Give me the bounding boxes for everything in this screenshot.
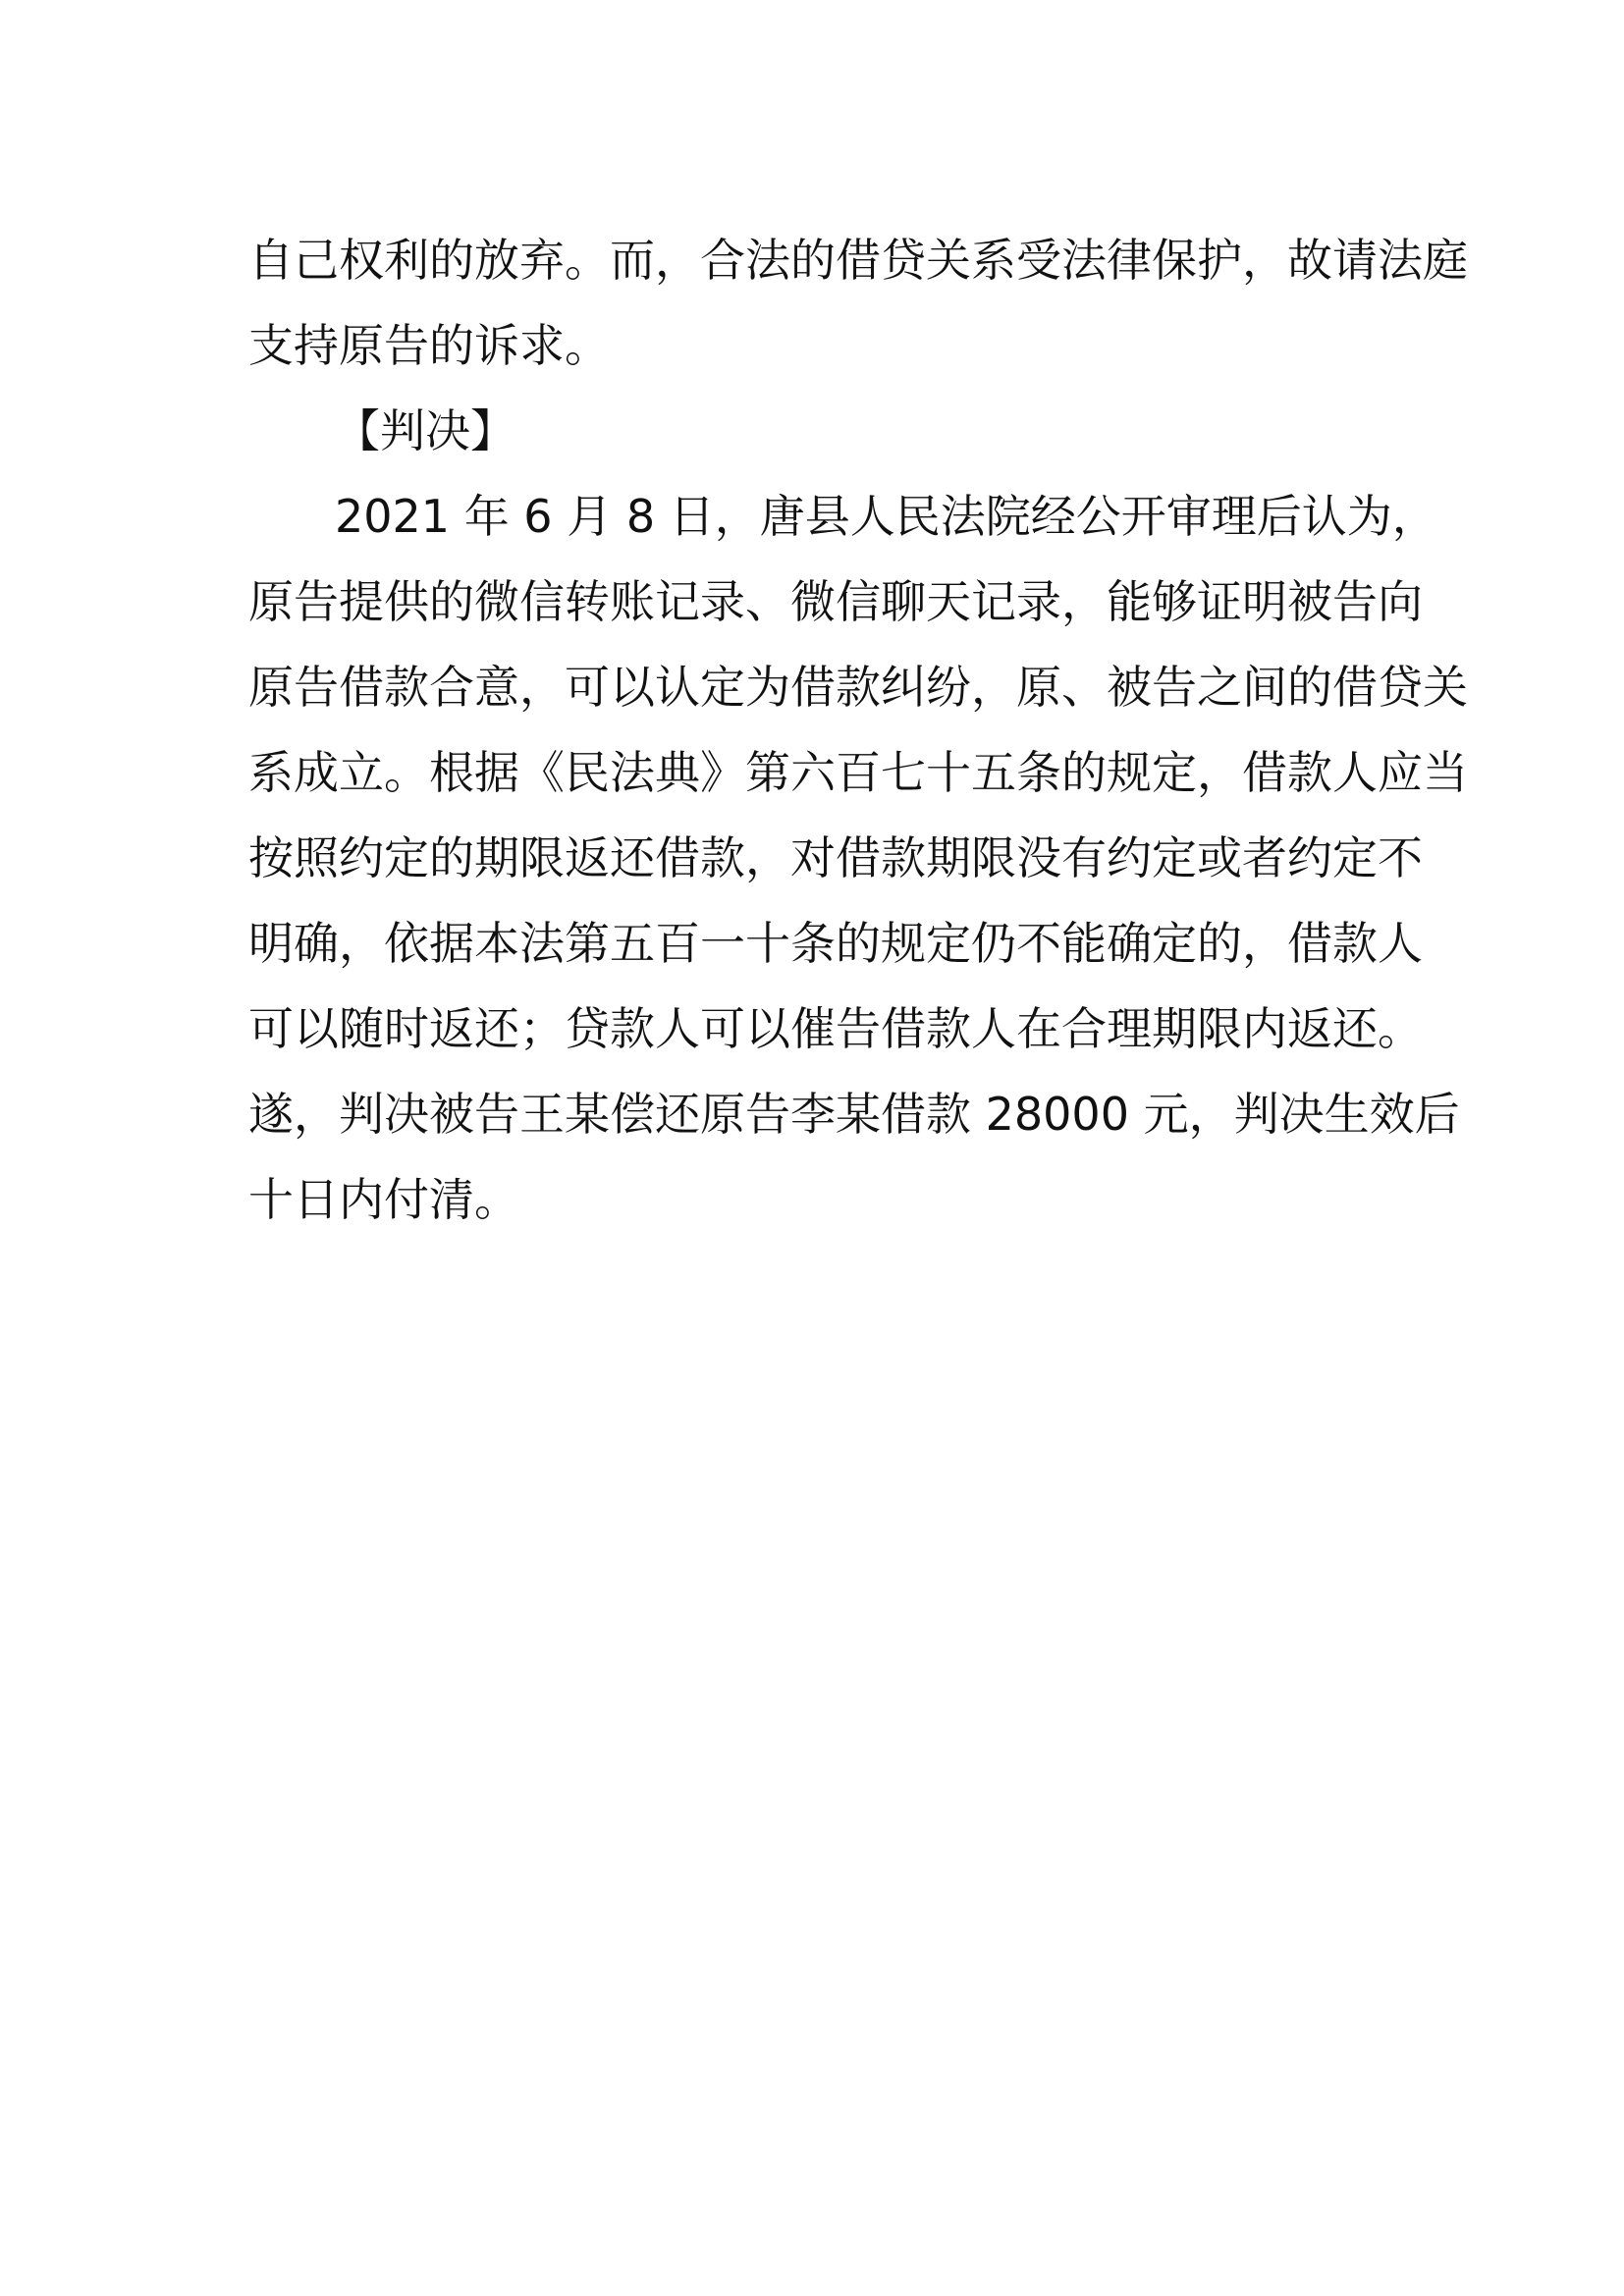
document-body (248, 218, 1468, 1243)
paragraph-line: 支持原告的诉求。 (248, 319, 610, 372)
paragraph-line: 自己权利的放弃。而，合法的借贷关系受法律保护，故请法庭 (248, 234, 1468, 287)
paragraph-line: 明确，依据本法第五百一十条的规定仍不能确定的，借款人 (248, 917, 1423, 970)
paragraph-line: 十日内付清。 (248, 1173, 519, 1226)
paragraph-line: 遂，判决被告王某偿还原告李某借款 28000 元，判决生效后 (248, 1088, 1460, 1141)
section-heading: 【判决】 (335, 404, 515, 457)
paragraph-line: 系成立。根据《民法典》第六百七十五条的规定，借款人应当 (248, 746, 1468, 799)
paragraph-line: 原告提供的微信转账记录、微信聊天记录，能够证明被告向 (248, 575, 1423, 628)
paragraph-line: 2021 年 6 月 8 日，唐县人民法院经公开审理后认为， (335, 490, 1437, 543)
paragraph-line: 原告借款合意，可以认定为借款纠纷，原、被告之间的借贷关 (248, 661, 1468, 714)
paragraph-line: 可以随时返还；贷款人可以催告借款人在合理期限内返还。 (248, 1002, 1423, 1055)
paragraph-line: 按照约定的期限返还借款，对借款期限没有约定或者约定不 (248, 831, 1423, 884)
